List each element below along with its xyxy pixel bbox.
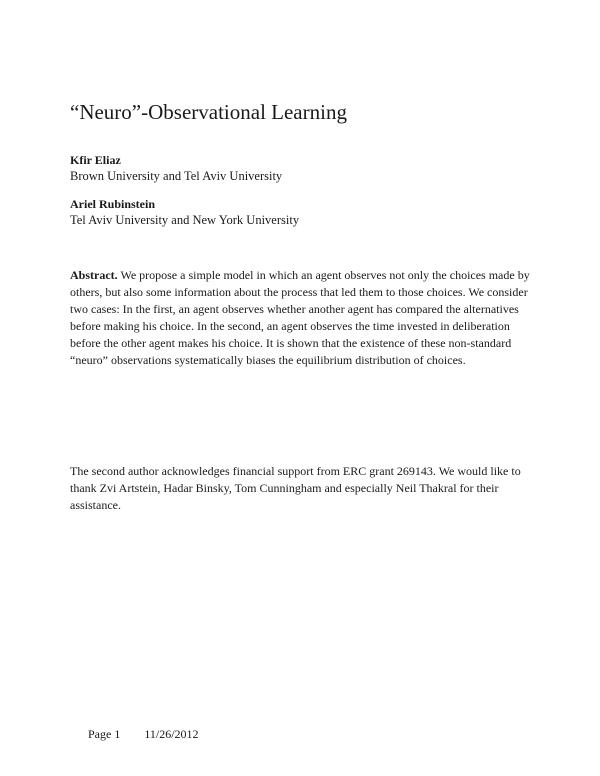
abstract xyxy=(70,267,532,368)
author-affiliation: Tel Aviv University and New York University xyxy=(70,213,300,227)
page-footer xyxy=(88,727,199,742)
author-block xyxy=(70,196,530,229)
paper-title: “Neuro”-Observational Learning xyxy=(70,100,347,124)
author-affiliation: Brown University and Tel Aviv University xyxy=(70,169,283,183)
footer-date: 11/26/2012 xyxy=(144,727,199,741)
abstract-text: We propose a simple model in which an agent observes not only the choices made by others, but also some information about the process that led them to those choices. We consider two cases: In the first, an agent observes whether another agent has compared the alternatives before making his choice. In the second, an agent observes the time invested in deliberation before the other agent makes his choice. It is shown that the existence of these non-standard “neuro” observations systematically biases the equilibrium distribution of choices. xyxy=(70,268,530,367)
abstract-label: Abstract. xyxy=(70,268,118,282)
author-name: Kfir Eliaz xyxy=(70,153,121,167)
acknowledgment: The second author acknowledges financial support from ERC grant 269143. We would like to thank Zvi Artstein, Hadar Binsky, Tom Cunningham and especially Neil Thakral for their assistance. xyxy=(70,464,521,512)
page-number: Page 1 xyxy=(88,727,121,741)
author-block xyxy=(70,152,530,185)
author-name: Ariel Rubinstein xyxy=(70,197,156,211)
